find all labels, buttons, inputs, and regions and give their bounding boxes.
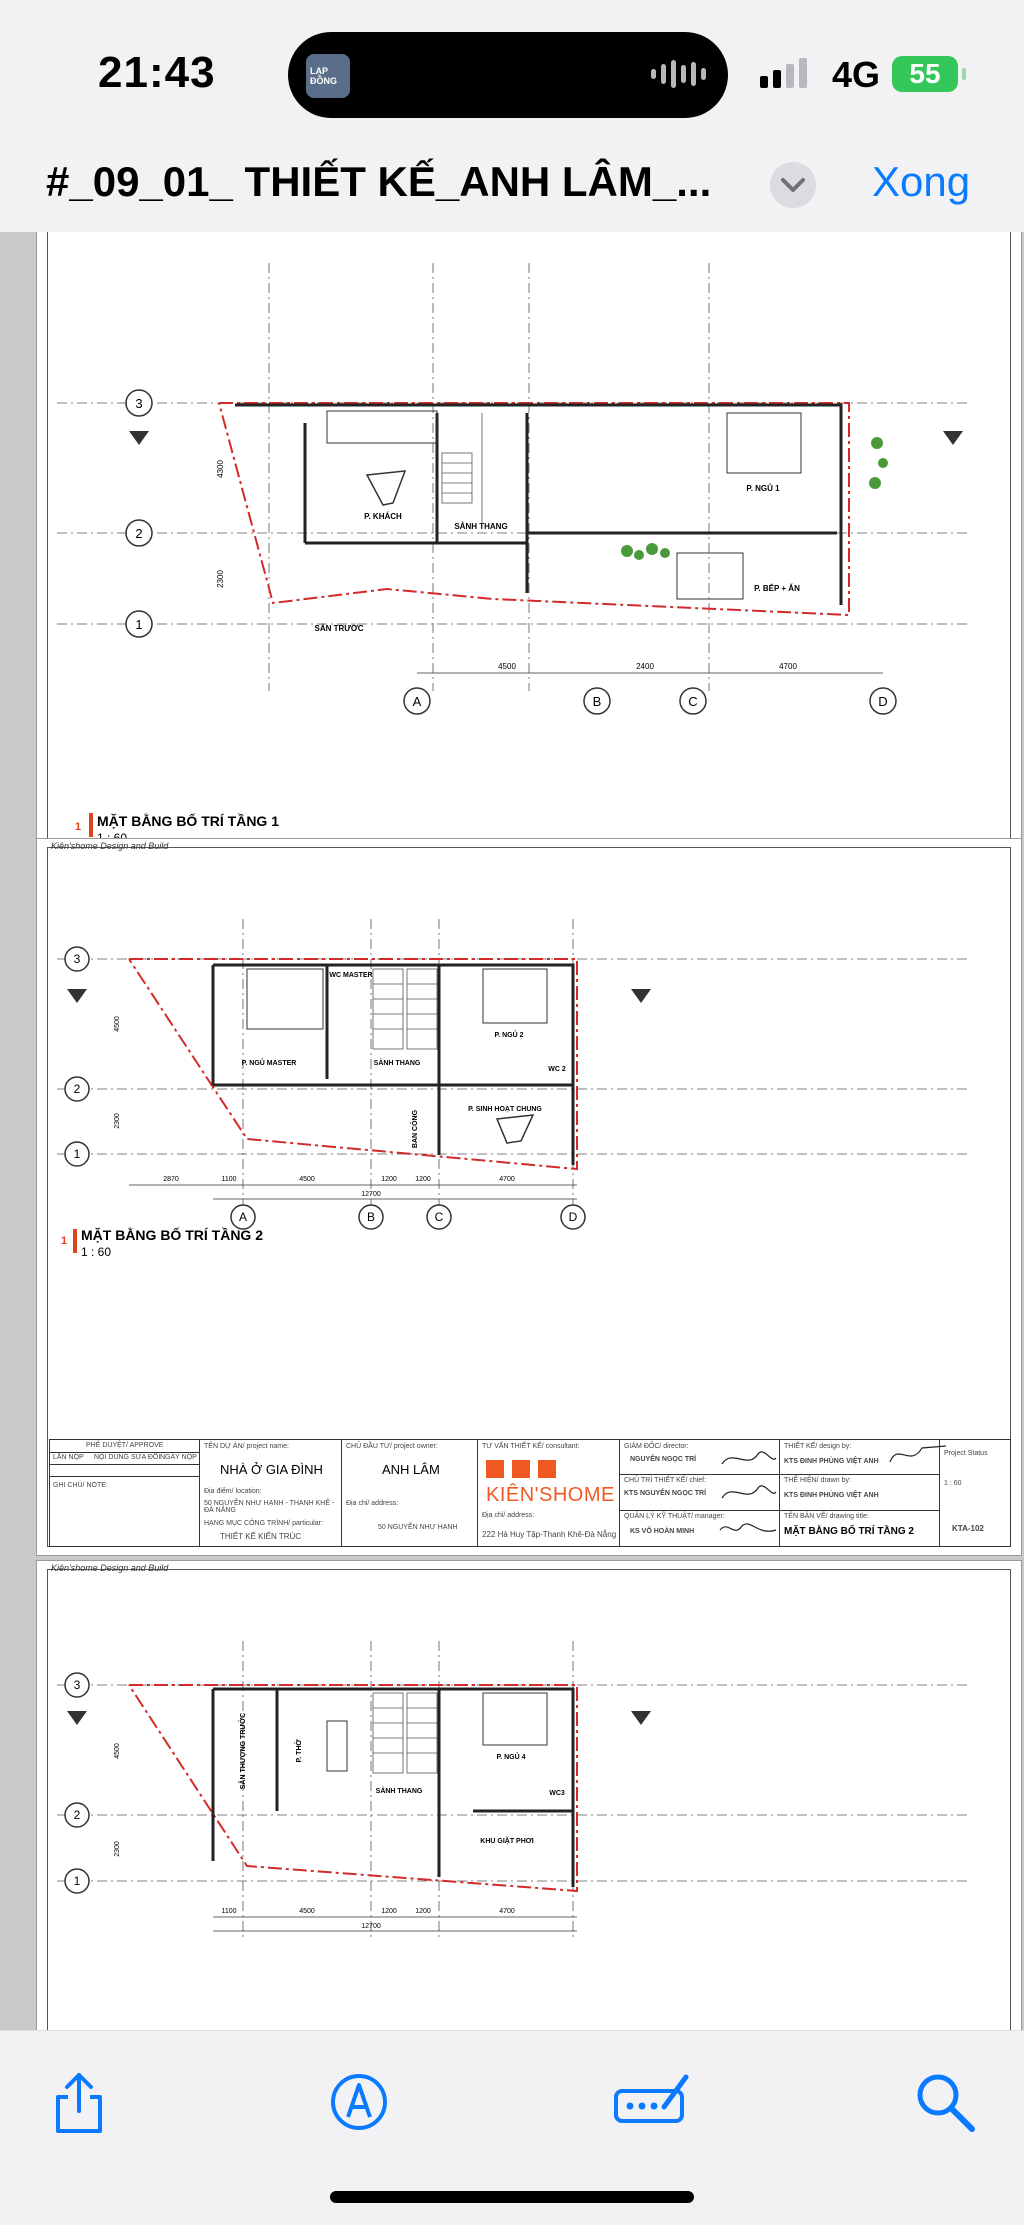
room-label: BAN CÔNG — [412, 1109, 419, 1149]
consultant-label: TƯ VẤN THIẾT KẾ/ consultant: — [482, 1443, 580, 1450]
category-label: HẠNG MỤC CÔNG TRÌNH/ particular: — [204, 1520, 323, 1527]
audio-waveform-icon — [651, 60, 706, 88]
drawing-sheet-2 — [36, 838, 1022, 1556]
title-block — [49, 1439, 1011, 1547]
signature — [718, 1516, 778, 1542]
dimension-label: 1200 — [415, 1176, 431, 1183]
director-name: NGUYỄN NGỌC TRÍ — [630, 1456, 697, 1463]
signature — [718, 1446, 778, 1472]
chief-label: CHỦ TRÌ THIẾT KẾ/ chief: — [624, 1477, 707, 1484]
grid-col-label: A — [238, 1210, 248, 1224]
dimension-label: 2300 — [216, 570, 225, 588]
kienshome-logo — [486, 1460, 615, 1507]
dimension-label: 4500 — [299, 1176, 315, 1183]
chevron-down-icon — [781, 176, 805, 194]
plan-title: MẶT BẰNG BỐ TRÍ TẦNG 2 — [81, 1227, 263, 1243]
plan-marker-number: 1 — [61, 1235, 68, 1247]
search-icon[interactable] — [910, 2067, 980, 2137]
form-fill-icon[interactable] — [612, 2067, 692, 2137]
dimension-label: 2300 — [114, 1841, 121, 1857]
room-label: P. KHÁCH — [364, 512, 402, 521]
dimension-label: 4700 — [499, 1176, 515, 1183]
dimension-label: 4700 — [779, 662, 797, 671]
manager-name: KS VÕ HOÀN MINH — [630, 1528, 695, 1535]
grid-row-label: 3 — [73, 952, 81, 966]
dimension-label: 4300 — [216, 460, 225, 478]
dimension-label: 1200 — [381, 1176, 397, 1183]
scale-value: 1 : 60 — [944, 1480, 962, 1487]
grid-col-label: C — [688, 694, 698, 709]
grid-row-label: 1 — [73, 1147, 81, 1161]
company-tag: Kiên'shome Design and Build — [51, 1563, 169, 1573]
note-label: GHI CHÚ/ NOTE: — [53, 1482, 108, 1489]
logo-text: KIÊN'SHOME — [486, 1484, 615, 1506]
room-label: SẢNH THANG — [373, 1060, 421, 1067]
plan-title: MẶT BẰNG BỐ TRÍ TẦNG 1 — [97, 813, 279, 829]
grid-col-label: B — [592, 694, 602, 709]
address: 50 NGUYỄN NHƯ HẠNH — [378, 1524, 458, 1531]
pdf-viewer[interactable] — [0, 232, 1024, 2030]
dimension-label: 4500 — [114, 1016, 121, 1032]
dimension-label: 4500 — [498, 662, 516, 671]
drawing-name: MẶT BẰNG BỐ TRÍ TẦNG 2 — [784, 1526, 914, 1537]
dimension-label: 1100 — [221, 1176, 237, 1183]
room-label: P. NGỦ MASTER — [241, 1060, 297, 1067]
grid-row-label: 3 — [73, 1678, 81, 1692]
grid-col-label: B — [366, 1210, 376, 1224]
drawing-code: KTA-102 — [952, 1524, 984, 1533]
grid-row-label: 3 — [135, 396, 143, 411]
room-label: P. NGỦ 2 — [494, 1032, 524, 1039]
project-label: TÊN DỰ ÁN/ project name: — [204, 1443, 289, 1450]
room-label: P. BẾP + ĂN — [754, 584, 800, 593]
approve-col: LẦN NỘP — [53, 1454, 84, 1461]
approve-col: NGÀY NỘP — [160, 1454, 197, 1461]
location: 50 NGUYỄN NHƯ HẠNH - THANH KHÊ - ĐÀ NẴNG — [204, 1500, 335, 1514]
grid-row-label: 1 — [73, 1874, 81, 1888]
plan-marker — [89, 813, 93, 837]
grid-row-label: 2 — [73, 1082, 81, 1096]
address-label: Địa chỉ/ address: — [346, 1500, 399, 1507]
owner-label: CHỦ ĐẦU TƯ/ project owner: — [346, 1443, 438, 1450]
drawing-label: TÊN BẢN VẼ/ drawing title: — [784, 1513, 869, 1520]
share-icon[interactable] — [44, 2067, 114, 2137]
battery-indicator: 55 — [892, 56, 958, 92]
director-label: GIÁM ĐỐC/ director: — [624, 1443, 689, 1450]
project-name: NHÀ Ở GIA ĐÌNH — [220, 1462, 323, 1477]
grid-col-label: D — [568, 1210, 578, 1224]
now-playing-artwork — [306, 54, 350, 98]
title-menu-button[interactable] — [770, 162, 816, 208]
room-label: WC 2 — [548, 1066, 566, 1073]
dimension-label: 2300 — [114, 1113, 121, 1129]
done-button[interactable]: Xong — [872, 158, 971, 205]
now-playing-art-text: LẠP ĐÔNG — [310, 66, 337, 86]
approve-col: NỘI DUNG SỬA ĐỔI — [94, 1454, 161, 1461]
dimension-label: 1100 — [221, 1908, 237, 1915]
markup-icon[interactable] — [324, 2067, 394, 2137]
manager-label: QUẢN LÝ KỸ THUẬT/ manager: — [624, 1513, 725, 1520]
grid-row-label: 2 — [135, 526, 143, 541]
grid-col-label: D — [878, 694, 888, 709]
network-type: 4G — [832, 54, 881, 95]
dimension-label: 2870 — [163, 1176, 179, 1183]
floor-plan-level-2 — [37, 839, 1022, 1439]
signature — [888, 1442, 948, 1468]
designer-name: KTS ĐINH PHÙNG VIỆT ANH — [784, 1458, 879, 1465]
dimension-total: 12700 — [361, 1923, 381, 1930]
plan-marker — [73, 1229, 77, 1253]
dimension-label: 4500 — [114, 1743, 121, 1759]
category: THIẾT KẾ KIẾN TRÚC — [220, 1532, 302, 1541]
home-indicator[interactable] — [330, 2191, 694, 2203]
floor-plan-level-3 — [37, 1561, 1022, 2030]
room-label: P. NGỦ 1 — [746, 484, 780, 493]
document-title-bar — [0, 140, 1024, 230]
plan-marker-number: 1 — [75, 821, 82, 833]
drawing-sheet-3 — [36, 1560, 1022, 2030]
grid-col-label: C — [434, 1210, 444, 1224]
design-label: THIẾT KẾ/ design by: — [784, 1443, 852, 1450]
grid-col-label: A — [412, 694, 422, 709]
owner-name: ANH LÂM — [382, 1462, 440, 1477]
dimension-label: 1200 — [415, 1908, 431, 1915]
dimension-total: 12700 — [361, 1191, 381, 1198]
consultant-address: 222 Hà Huy Tập-Thanh Khê-Đà Nẵng — [482, 1530, 617, 1539]
document-title[interactable]: #_09_01_ THIẾT KẾ_ANH LÂM_... — [46, 158, 712, 205]
location-label: Địa điểm/ location: — [204, 1488, 262, 1495]
room-label: SẢNH THANG — [454, 522, 508, 531]
dimension-label: 1200 — [381, 1908, 397, 1915]
chief-name: KTS NGUYỄN NGỌC TRÍ — [624, 1490, 707, 1497]
plan-scale: 1 : 60 — [81, 1245, 112, 1259]
project-status: Project Status — [944, 1450, 988, 1457]
room-label: SÂN TRƯỚC — [314, 624, 364, 633]
dimension-label: 4700 — [499, 1908, 515, 1915]
dimension-label: 2400 — [636, 662, 654, 671]
status-bar — [0, 0, 1024, 140]
room-label: P. THỜ — [296, 1739, 303, 1763]
company-tag: Kiên'shome Design and Build — [51, 841, 169, 851]
room-label: P. NGỦ 4 — [496, 1754, 526, 1761]
room-label: SÂN THƯỢNG TRƯỚC — [240, 1712, 247, 1790]
drawn-name: KTS ĐINH PHÙNG VIỆT ANH — [784, 1492, 879, 1499]
clock: 21:43 — [98, 48, 216, 97]
room-label: WC MASTER — [329, 972, 373, 979]
room-label: WC3 — [549, 1790, 565, 1797]
approve-label: PHÊ DUYỆT/ APPROVE — [86, 1442, 164, 1449]
room-label: KHU GIẶT PHƠI — [480, 1838, 534, 1845]
grid-row-label: 1 — [135, 617, 143, 632]
cellular-signal-icon — [760, 58, 807, 88]
signature — [718, 1480, 778, 1506]
dynamic-island[interactable] — [288, 32, 728, 118]
dimension-label: 4500 — [299, 1908, 315, 1915]
bottom-toolbar — [0, 2030, 1024, 2225]
room-label: SẢNH THANG — [375, 1788, 423, 1795]
consultant-address-label: Địa chỉ/ address: — [482, 1512, 535, 1519]
drawn-label: THỂ HIỆN/ drawn by: — [784, 1477, 851, 1484]
grid-row-label: 2 — [73, 1808, 81, 1822]
room-label: P. SINH HOẠT CHUNG — [468, 1106, 542, 1113]
